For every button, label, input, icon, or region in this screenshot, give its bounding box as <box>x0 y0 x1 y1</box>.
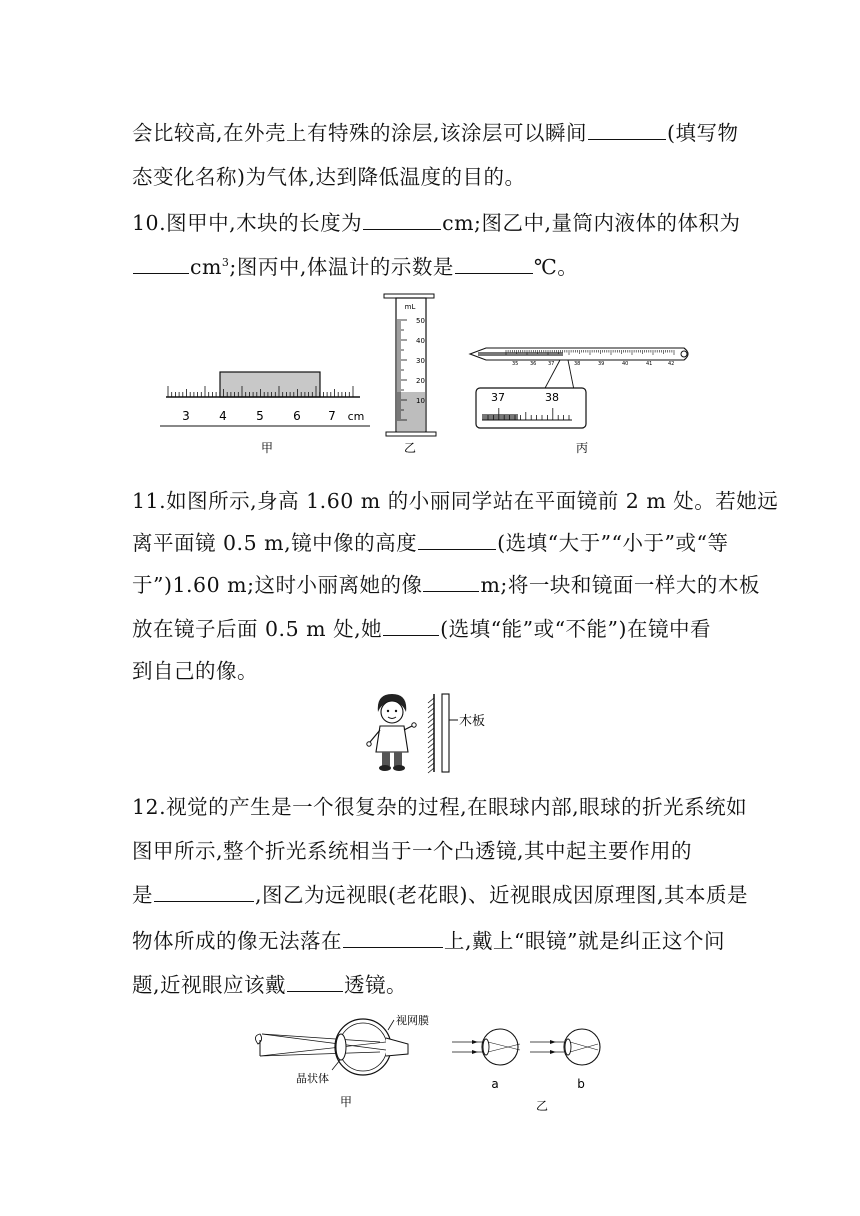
answer-blank[interactable] <box>423 573 479 592</box>
thermo-tick-label: 38 <box>574 361 581 367</box>
tick-mark <box>428 733 434 738</box>
q10-figure <box>160 292 700 462</box>
tick-mark <box>428 768 434 773</box>
label-jia: 甲 <box>339 1095 353 1109</box>
q12-text: 物体所成的像无法落在 <box>132 929 342 953</box>
tick-mark <box>428 718 434 723</box>
q12-text: 图甲所示,整个折光系统相当于一个凸透镜,其中起主要作用的 <box>132 839 693 863</box>
q10-text: cm;图乙中,量筒内液体的体积为 <box>442 211 741 235</box>
girl-figure <box>367 694 416 771</box>
thermo-tick-label: 42 <box>668 361 675 367</box>
lens-label: 晶状体 <box>296 1072 329 1085</box>
q12-text: ,图乙为远视眼(老花眼)、近视眼成因原理图,其本质是 <box>255 883 749 907</box>
answer-blank[interactable] <box>133 255 189 274</box>
label-yi: 乙 <box>535 1099 549 1113</box>
q12-text: 上,戴上“眼镜”就是纠正这个问 <box>444 929 725 953</box>
answer-blank[interactable] <box>383 617 439 636</box>
graduated-cylinder <box>384 294 436 455</box>
thermo-tick-label: 39 <box>598 361 605 367</box>
ruler-tick-label: 5 <box>256 409 264 423</box>
tick-mark <box>428 738 434 743</box>
answer-blank[interactable] <box>363 211 441 230</box>
ruler-unit: cm <box>347 410 365 423</box>
q11-line-3 <box>132 568 760 598</box>
tick-mark <box>428 763 434 768</box>
thermo-tick-label: 36 <box>530 361 537 367</box>
cyl-tick-label: 20 <box>416 377 425 385</box>
q9-line-1 <box>132 116 739 146</box>
q11-text: (选填“能”或“不能”)在镜中看 <box>440 617 712 641</box>
answer-blank[interactable] <box>418 531 496 550</box>
q10-text: ;图丙中,体温计的示数是 <box>229 255 454 279</box>
q10-line-2 <box>132 250 578 280</box>
thermo-tick-label: 37 <box>548 361 555 367</box>
mirror-figure <box>362 690 512 776</box>
q11-line-4 <box>132 612 711 642</box>
label-yi: 乙 <box>403 441 417 455</box>
q12-line-5 <box>132 968 407 998</box>
q11-text: 放在镜子后面 0.5 m 处,她 <box>132 617 383 641</box>
ruler-tick-label: 3 <box>182 409 190 423</box>
wood-board <box>442 694 485 772</box>
tick-mark <box>428 713 434 718</box>
q9-line-2 <box>132 160 526 190</box>
ruler-tick-label: 6 <box>293 409 301 423</box>
q10-line-1 <box>132 206 740 236</box>
q11-text: m;将一块和镜面一样大的木板 <box>480 573 760 597</box>
q12-text: 12.视觉的产生是一个很复杂的过程,在眼球内部,眼球的折光系统如 <box>132 795 748 819</box>
q11-text: (选填“大于”“小于”或“等 <box>497 531 729 555</box>
label-b: b <box>577 1077 585 1091</box>
tick-mark <box>428 698 434 703</box>
thermo-tick-label: 40 <box>622 361 629 367</box>
q11-line-5 <box>132 654 258 684</box>
q11-text: 于”)1.60 m;这时小丽离她的像 <box>132 573 423 597</box>
tick-mark <box>428 728 434 733</box>
cyl-tick-label: 10 <box>416 397 425 405</box>
label-bing: 丙 <box>575 441 589 455</box>
q9-text: (填写物 <box>667 121 739 145</box>
answer-blank[interactable] <box>287 973 343 992</box>
tick-mark <box>428 743 434 748</box>
q12-line-2 <box>132 834 692 864</box>
answer-blank[interactable] <box>343 929 443 948</box>
q11-text: 到自己的像。 <box>132 659 258 683</box>
eye-figure <box>248 1010 618 1118</box>
tick-mark <box>428 748 434 753</box>
q9-text: 会比较高,在外壳上有特殊的涂层,该涂层可以瞬间 <box>132 121 588 145</box>
eye-diagram-b <box>530 1029 600 1091</box>
cyl-tick-label: 50 <box>416 317 425 325</box>
zoom-tick-label: 38 <box>545 391 559 404</box>
eye-diagram-a <box>452 1029 520 1091</box>
ruler-tick-label: 4 <box>219 409 227 423</box>
answer-blank[interactable] <box>455 255 533 274</box>
superscript: 3 <box>221 256 230 269</box>
tick-mark <box>428 703 434 708</box>
candle-object <box>255 1034 261 1044</box>
cylinder-unit: mL <box>404 303 416 311</box>
q11-line-1 <box>132 484 778 514</box>
zoom-tick-label: 37 <box>491 391 505 404</box>
q12-line-1 <box>132 790 747 820</box>
ruler-tick-label: 7 <box>328 409 336 423</box>
eye-diagram-jia <box>255 1013 429 1109</box>
q9-text: 态变化名称)为气体,达到降低温度的目的。 <box>132 165 526 189</box>
plane-mirror <box>428 694 434 773</box>
q10-text: ℃。 <box>533 255 579 279</box>
q12-text: 是 <box>132 883 153 907</box>
answer-blank[interactable] <box>154 883 254 902</box>
q11-line-2 <box>132 526 729 556</box>
retina-label: 视网膜 <box>396 1014 429 1027</box>
q12-text: 题,近视眼应该戴 <box>132 973 287 997</box>
thermometer <box>470 348 688 455</box>
cyl-tick-label: 30 <box>416 357 425 365</box>
thermo-tick-label: 41 <box>646 361 653 367</box>
q12-line-3 <box>132 878 748 908</box>
tick-mark <box>428 708 434 713</box>
q11-text: 11.如图所示,身高 1.60 m 的小丽同学站在平面镜前 2 m 处。若她远 <box>132 489 779 513</box>
answer-blank[interactable] <box>588 121 666 140</box>
board-label: 木板 <box>459 714 486 729</box>
tick-mark <box>428 753 434 758</box>
label-jia: 甲 <box>260 441 274 455</box>
q10-text: 10.图甲中,木块的长度为 <box>132 211 363 235</box>
ruler <box>160 372 370 455</box>
cyl-tick-label: 40 <box>416 337 425 345</box>
q12-line-4 <box>132 924 725 954</box>
q11-text: 离平面镜 0.5 m,镜中像的高度 <box>132 531 418 555</box>
tick-mark <box>428 723 434 728</box>
label-a: a <box>491 1077 499 1091</box>
q10-text: cm <box>190 255 222 279</box>
tick-mark <box>428 758 434 763</box>
q12-text: 透镜。 <box>344 973 408 997</box>
thermo-tick-label: 35 <box>512 361 519 367</box>
